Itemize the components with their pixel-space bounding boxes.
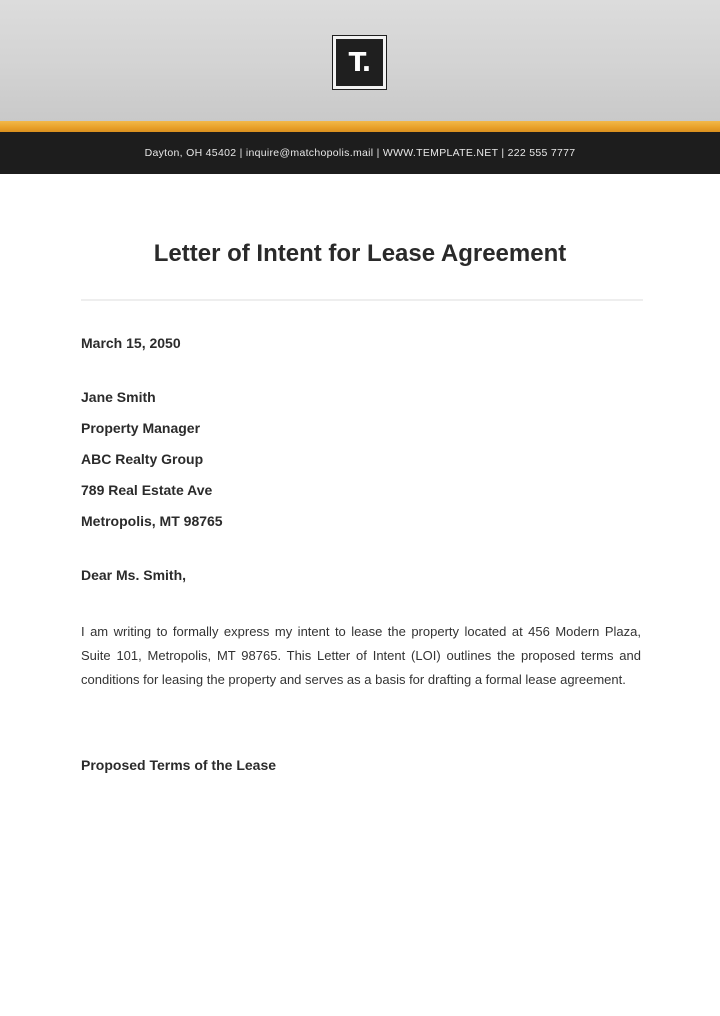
recipient-name: Jane Smith xyxy=(81,389,156,405)
accent-stripe xyxy=(0,121,720,132)
title-divider xyxy=(81,299,643,301)
company-logo xyxy=(333,36,386,89)
recipient-position: Property Manager xyxy=(81,420,201,436)
contact-info: Dayton, OH 45402 | inquire@matchopolis.mail | WWW.TEMPLATE.NET | 222 555 7777 xyxy=(144,147,576,159)
document-title: Letter of Intent for Lease Agreement xyxy=(153,240,567,267)
contact-bar xyxy=(0,132,720,174)
logo-text: T. xyxy=(348,47,371,78)
letter-date: March 15, 2050 xyxy=(81,335,181,351)
letterhead-header xyxy=(0,0,720,121)
recipient-street: 789 Real Estate Ave xyxy=(81,482,213,498)
recipient-city: Metropolis, MT 98765 xyxy=(81,513,223,529)
salutation: Dear Ms. Smith, xyxy=(81,567,187,583)
section-heading: Proposed Terms of the Lease xyxy=(81,757,277,773)
intro-paragraph: I am writing to formally express my intent to lease the property located at 456 Modern Plaza, Suite 101, Metropolis, MT 98765. This Letter of Intent (LOI) outlines the proposed terms and conditions for leasing the property and serves as a basis for drafting a formal lease agreement. xyxy=(81,624,641,687)
recipient-company: ABC Realty Group xyxy=(81,451,204,467)
